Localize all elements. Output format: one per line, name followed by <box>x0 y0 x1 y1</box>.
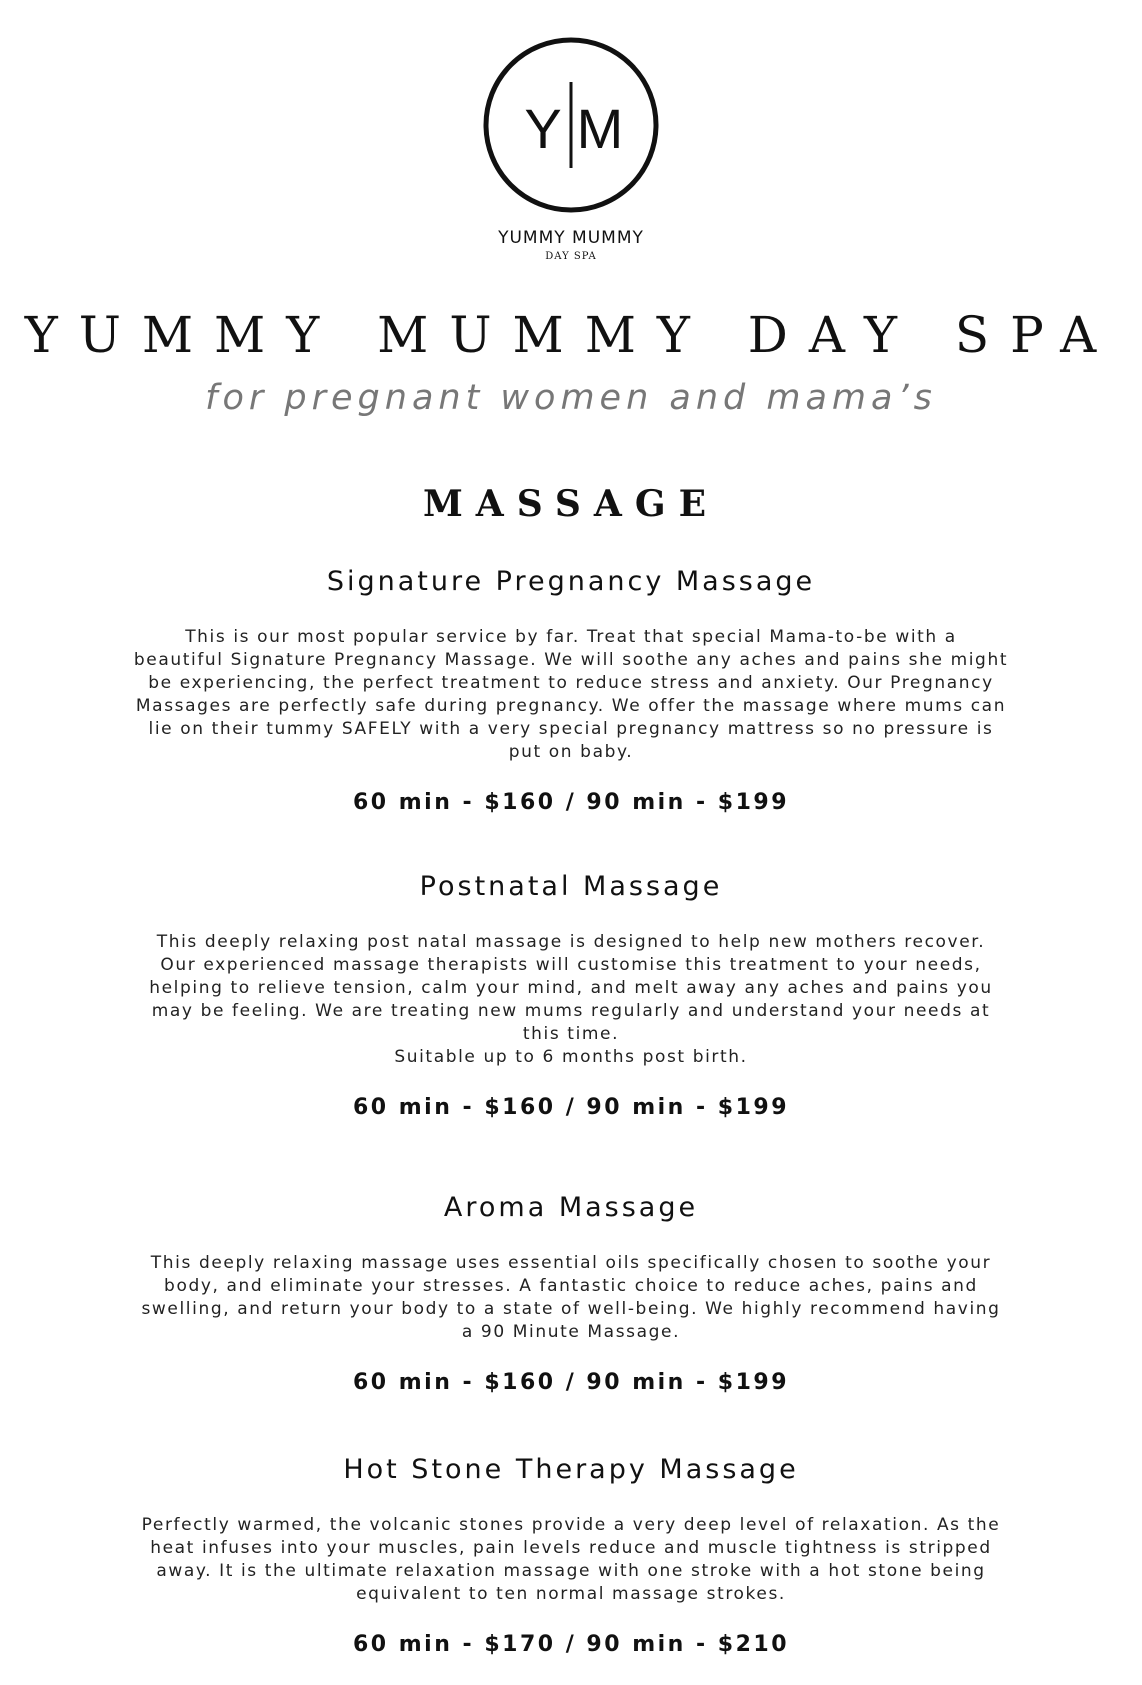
description-line: be experiencing, the perfect treatment to reduce stress and anxiety. Our Pregnancy <box>148 673 994 693</box>
page-subtitle: for pregnant women and mama’s <box>205 378 937 418</box>
description-line: This deeply relaxing post natal massage is designed to help new mothers recover. <box>156 932 986 952</box>
service-signature-pregnancy-massage <box>0 562 1142 818</box>
description-line: body, and eliminate your stresses. A fantastic choice to reduce aches, pains and <box>164 1276 978 1296</box>
description-line: a 90 Minute Massage. <box>461 1322 681 1342</box>
service-price: 60 min - $160 / 90 min - $199 <box>352 790 789 815</box>
logo-monogram-left: Y <box>524 97 562 160</box>
description-line: Perfectly warmed, the volcanic stones provide a very deep level of relaxation. As the <box>141 1515 1001 1535</box>
service-name: Aroma Massage <box>443 1192 699 1223</box>
description-line: Suitable up to 6 months post birth. <box>394 1047 748 1067</box>
description-line: This is our most popular service by far. Treat that special Mama-to-be with a <box>185 627 957 647</box>
service-name: Hot Stone Therapy Massage <box>343 1454 799 1485</box>
service-price: 60 min - $160 / 90 min - $199 <box>352 1370 789 1395</box>
service-description <box>106 1514 1036 1606</box>
logo-monogram-right: M <box>576 97 624 160</box>
description-line: put on baby. <box>508 742 634 762</box>
service-price: 60 min - $160 / 90 min - $199 <box>352 1095 789 1120</box>
description-line: Our experienced massage therapists will customise this treatment to your needs, <box>160 955 982 975</box>
service-name: Signature Pregnancy Massage <box>326 566 816 597</box>
description-line: helping to relieve tension, calm your mind, and melt away any aches and pains you <box>149 978 993 998</box>
description-line: may be feeling. We are treating new mums regularly and understand your needs at <box>151 1001 991 1021</box>
logo-wordmark: YUMMY MUMMY <box>498 228 644 248</box>
description-line: lie on their tummy SAFELY with a very special pregnancy mattress so no pressure is <box>148 719 994 739</box>
service-description <box>106 931 1036 1069</box>
service-name: Postnatal Massage <box>419 871 723 902</box>
service-aroma-massage <box>0 1188 1142 1398</box>
section-heading: MASSAGE <box>422 483 720 525</box>
service-postnatal-massage <box>0 867 1142 1123</box>
page-title: YUMMY MUMMY DAY SPA <box>24 306 1118 364</box>
description-line: away. It is the ultimate relaxation massage with one stroke with a hot stone being <box>156 1561 986 1581</box>
description-line: this time. <box>522 1024 620 1044</box>
service-price: 60 min - $170 / 90 min - $210 <box>352 1632 789 1657</box>
service-description <box>106 1252 1036 1344</box>
description-line: Massages are perfectly safe during pregnancy. We offer the massage where mums can <box>135 696 1007 716</box>
service-description <box>106 626 1036 764</box>
description-line: This deeply relaxing massage uses essential oils specifically chosen to soothe your <box>150 1253 992 1273</box>
description-line: swelling, and return your body to a state of well-being. We highly recommend having <box>141 1299 1001 1319</box>
description-line: equivalent to ten normal massage strokes. <box>356 1584 786 1604</box>
service-hot-stone-therapy-massage <box>0 1450 1142 1660</box>
logo-tagline: DAY SPA <box>545 251 597 262</box>
brand-logo <box>466 30 676 290</box>
description-line: heat infuses into your muscles, pain levels reduce and muscle tightness is stripped <box>150 1538 992 1558</box>
description-line: beautiful Signature Pregnancy Massage. We will soothe any aches and pains she might <box>133 650 1009 670</box>
